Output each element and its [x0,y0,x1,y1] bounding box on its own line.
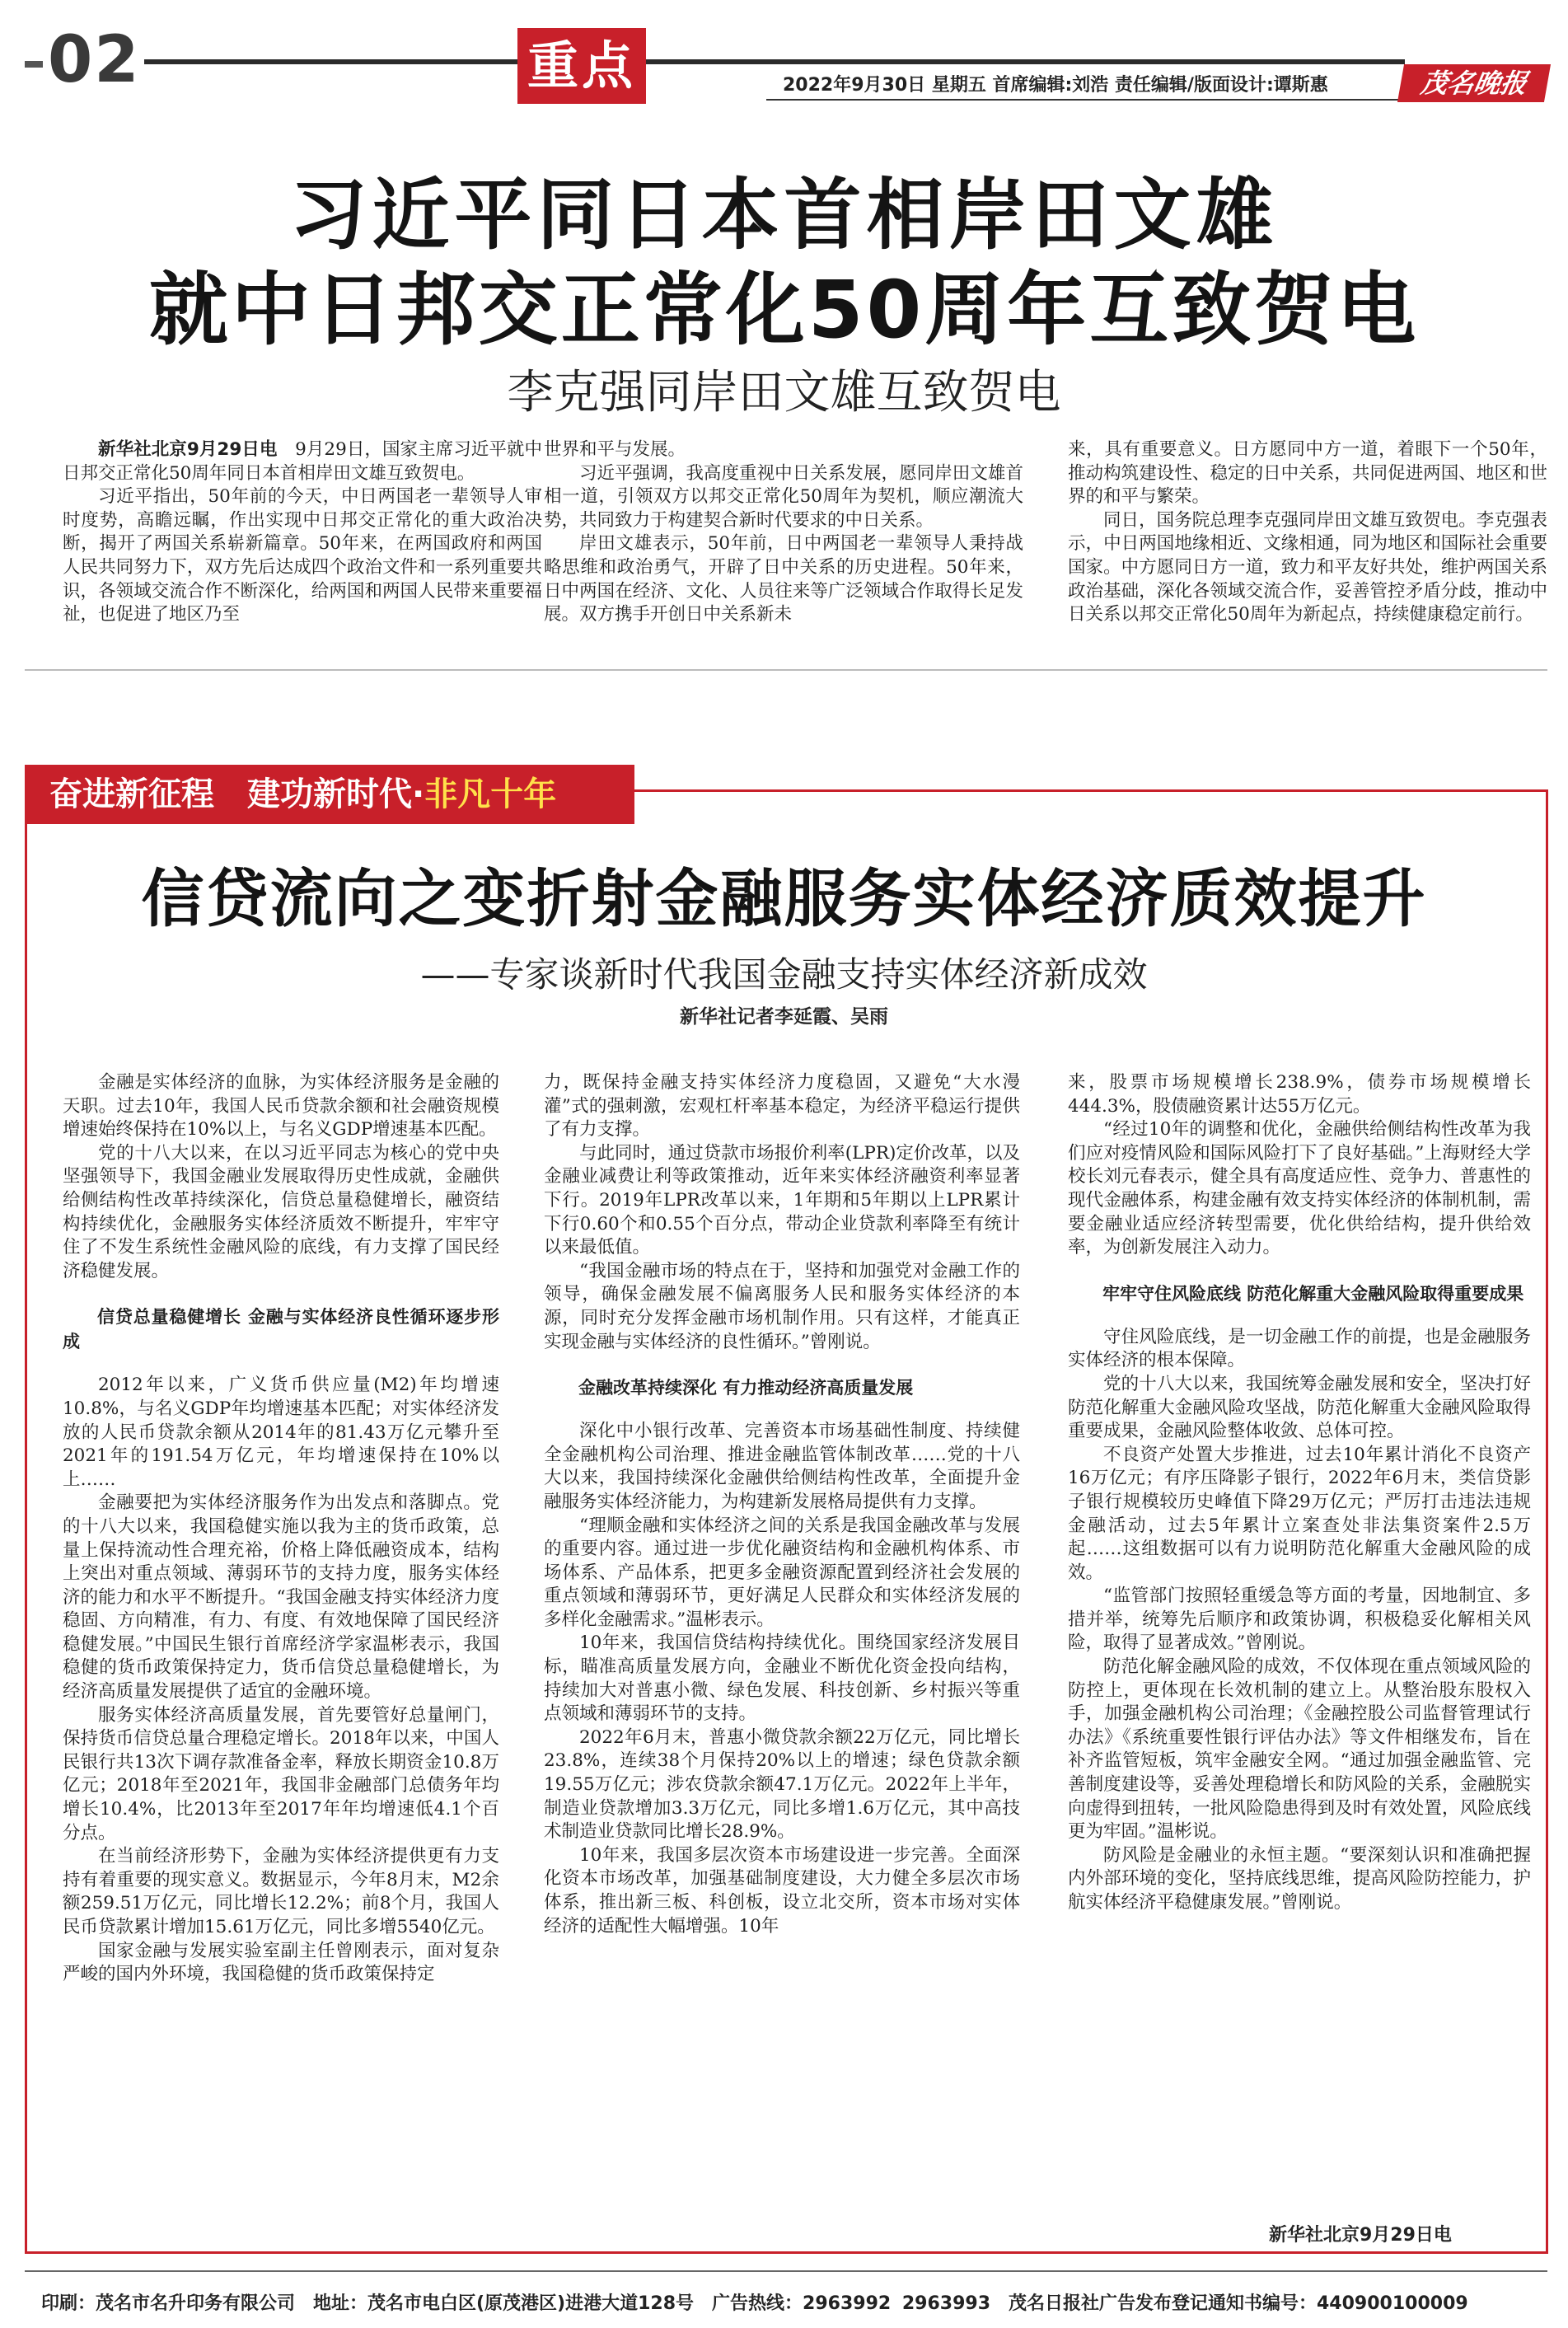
headline-line-1: 习近平同日本首相岸田文雄 [289,171,1279,260]
subheading: 牢牢守住风险底线 防范化解重大金融风险取得重要成果 [1102,1283,1524,1304]
paragraph: “理顺金融和实体经济之间的关系是我国金融改革与发展的重要内容。通过进一步优化融资结构和金融机构体系、市场体系、产品体系，把更多金融资源配置到经济社会发展的重点领域和薄弱环节，更好满足人民群众和实体经济发展的多样化金融需求。”温彬表示。 [544,1515,1020,1630]
series-banner [25,765,634,824]
article2-headline: 信贷流向之变折射金融服务实体经济质效提升 [141,862,1427,935]
paragraph: 服务实体经济高质量发展，首先要管好总量闸门，保持货币信贷总量合理稳定增长。2018年以来，中国人民银行共13次下调存款准备金率，释放长期资金10.8万亿元；2018年至2021年，我国非金融部门总债务年均增长10.4%，比2013年至2017年年均增速低4.1个百分点。 [63,1704,499,1843]
header-rule [144,59,1405,64]
subheading: 金融改革持续深化 有力推动经济高质量发展 [578,1378,914,1398]
article1-column-3 [1068,438,1547,627]
banner-highlight: 非凡十年 [424,775,557,813]
paragraph: “我国金融市场的特点在于，坚持和加强党对金融工作的领导，确保金融发展不偏离服务人民和服务实体经济的本源，同时充分发挥金融市场机制作用。只有这样，才能真正实现金融与实体经济的良性循环。”曾刚说。 [544,1260,1020,1352]
paragraph: 2022年6月末，普惠小微贷款余额22万亿元，同比增长23.8%，连续38个月保持20%以上的增速；绿色贷款余额19.55万亿元；涉农贷款余额47.1万亿元。2022年上半年，制造业贷款增加3.3万亿元，同比多增1.6万亿元，其中高技术制造业贷款同比增长28.9%。 [544,1726,1020,1843]
page-number-dash [25,61,43,68]
paragraph: 2012年以来，广义货币供应量(M2)年均增速10.8%，与名义GDP年均增速基本匹配；对实体经济发放的人民币贷款余额从2014年的81.43万亿元攀升至2021年的191.54万亿元，年均增速保持在10%以上…… [63,1375,499,1490]
issue-info: 2022年9月30日 星期五 首席编辑:刘浩 责任编辑/版面设计:谭斯惠 [783,75,1328,96]
paragraph: 党的十八大以来，我国统筹金融发展和安全，坚决打好防范化解重大金融风险攻坚战，防范化解重大金融风险取得重要成果，金融风险整体收敛、总体可控。 [1068,1373,1531,1442]
banner-text: 奋进新征程 建功新时代· [49,775,425,813]
paragraph: 党的十八大以来，在以习近平同志为核心的党中央坚强领导下，我国金融业发展取得历史性成就，金融供给侧结构性改革持续深化，信贷总量稳健增长，融资结构持续优化，金融服务实体经济质效不断提升，牢牢守住了不发生系统性金融风险的底线，有力支撑了国民经济稳健发展。 [63,1142,499,1281]
paragraph: 同日，国务院总理李克强同岸田文雄互致贺电。李克强表示，中日两国地缘相近、文缘相通，同为地区和国际社会重要国家。中方愿同日方一道，致力和平友好共处，维护两国关系政治基础，深化各领域交流合作，妥善管控矛盾分歧，推动中日关系以邦交正常化50周年为新起点，持续健康稳定前行。 [1068,509,1547,625]
paragraph: 力，既保持金融支持实体经济力度稳固，又避免“大水漫灌”式的强刺激，宏观杠杆率基本稳定，为经济平稳运行提供了有力支撑。 [544,1072,1020,1141]
article2-column-2 [544,1071,1020,1938]
page-number-text: 02 [48,23,141,97]
article1-column-1 [63,438,542,627]
article2-column-3 [1068,1071,1531,1915]
paragraph: 深化中小银行改革、完善资本市场基础性制度、持续健全金融机构公司治理、推进金融监管体制改革……党的十八大以来，我国持续深化金融供给侧结构性改革，全面提升金融服务实体经济能力，为构建新发展格局提供有力支撑。 [544,1421,1020,1512]
headline-subtitle: 李克强同岸田文雄互致贺电 [507,366,1061,419]
newspaper-logo: 茂名晚报 [1397,64,1551,102]
footer-imprint: 印刷：茂名市名升印务有限公司 地址：茂名市电白区(原茂港区)进港大道128号 广告热线：2963992 2963993 茂名日报社广告发布登记通知书编号：440900100009 [41,2293,1468,2314]
footer-rule [25,2270,1547,2272]
byline: 新华社记者李延霞、吴雨 [680,1006,888,1028]
paragraph: 来，具有重要意义。日方愿同中方一道，着眼下一个50年，推动构筑建设性、稳定的日中关系，共同促进两国、地区和世界的和平与繁荣。 [1068,439,1547,508]
paragraph: 不良资产处置大步推进，过去10年累计消化不良资产16万亿元；有序压降影子银行，2022年6月末，类信贷影子银行规模较历史峰值下降29万亿元；严厉打击违法违规金融活动，过去5年累计立案查处非法集资案件2.5万起……这组数据可以有力说明防范化解重大金融风险的成效。 [1068,1444,1531,1583]
paragraph: 守住风险底线，是一切金融工作的前提，也是金融服务实体经济的根本保障。 [1068,1326,1531,1371]
paragraph: 10年来，我国多层次资本市场建设进一步完善。全面深化资本市场改革，加强基础制度建设，大力健全多层次市场体系，推出新三板、科创板，设立北交所，资本市场对实体经济的适配性大幅增强。10年 [544,1844,1020,1937]
article2-subtitle: ——专家谈新时代我国金融支持实体经济新成效 [420,954,1148,995]
paragraph: 防风险是金融业的永恒主题。“要深刻认识和准确把握内外部环境的变化，坚持底线思维，提高风险防控能力，护航实体经济平稳健康发展。”曾刚说。 [1068,1844,1531,1913]
article1-column-2 [544,438,1023,627]
header-subrule [766,99,1401,101]
paragraph: 金融是实体经济的血脉，为实体经济服务是金融的天职。过去10年，我国人民币贷款余额和社会融资规模增速始终保持在10%以上，与名义GDP增速基本匹配。 [63,1072,499,1141]
paragraph: 在当前经济形势下，金融为实体经济提供更有力支持有着重要的现实意义。数据显示，今年8月末，M2余额259.51万亿元，同比增长12.2%；前8个月，我国人民币贷款累计增加15.61万亿元，同比多增5540亿元。 [63,1846,499,1937]
paragraph: 习近平指出，50年前的今天，中日两国老一辈领导人审时度势，高瞻远瞩，作出实现中日邦交正常化的重大政治决断，揭开了两国关系崭新篇章。50年来，在两国政府和两国人民共同努力下，双方先后达成四个政治文件和一系列重要共识，各领域交流合作不断深化，给两国和两国人民带来重要福祉，也促进了地区乃至 [63,486,542,625]
paragraph: 习近平强调，我高度重视中日关系发展，愿同岸田文雄首相一道，引领双方以邦交正常化50周年为契机，顺应潮流大势，共同致力于构建契合新时代要求的中日关系。 [544,462,1023,531]
subheading: 信贷总量稳健增长 金融与实体经济良性循环逐步形成 [63,1307,499,1352]
paragraph: 金融要把为实体经济服务作为出发点和落脚点。党的十八大以来，我国稳健实施以我为主的货币政策，总量上保持流动性合理充裕，价格上降低融资成本，结构上突出对重点领域、薄弱环节的支持力度，服务实体经济的能力和水平不断提升。“我国金融支持实体经济力度稳固、方向精准，有力、有度、有效地保障了国民经济稳健发展。”中国民生银行首席经济学家温彬表示，我国稳健的货币政策保持定力，货币信贷总量稳健增长，为经济高质量发展提供了适宜的金融环境。 [63,1492,499,1703]
paragraph: 防范化解金融风险的成效，不仅体现在重点领域风险的防控上，更体现在长效机制的建立上。从整治股东股权入手，加强金融机构公司治理；《金融控股公司监督管理试行办法》《系统重要性银行评估办法》等文件相继发布，旨在补齐监管短板，筑牢金融安全网。“通过加强金融监管、完善制度建设等，妥善处理稳增长和防风险的关系，金融脱实向虚得到扭转，一批风险隐患得到及时有效处置，风险底线更为牢固。”温彬说。 [1068,1656,1531,1843]
dateline: 新华社北京9月29日电 [98,439,278,460]
frame-bottom-rule [25,2251,1548,2254]
headline-line-2: 就中日邦交正常化50周年互致贺电 [148,264,1420,356]
section-divider [25,669,1547,671]
paragraph: 来，股票市场规模增长238.9%，债券市场规模增长444.3%，股债融资累计达55万亿元。 [1068,1072,1531,1117]
frame-top-rule [634,789,1547,792]
paragraph: 岸田文雄表示，50年前，日中两国老一辈领导人秉持战略思维和政治勇气，开辟了日中关系的历史进程。50年来，日中两国在经济、文化、人员往来等广泛领域合作取得长足发展。双方携手开创日中关系新未 [544,533,1023,625]
article1-lead-paragraph [63,438,542,485]
frame-left-rule [25,824,27,2253]
paragraph: 世界和平与发展。 [544,439,686,460]
paragraph: 国家金融与发展实验室副主任曾刚表示，面对复杂严峻的国内外环境，我国稳健的货币政策保持定 [63,1940,499,1985]
end-dateline: 新华社北京9月29日电 [1269,2225,1452,2246]
section-tag: 重点 [517,28,646,104]
article2-column-1 [63,1071,499,1987]
page-number [25,23,141,97]
paragraph: “监管部门按照轻重缓急等方面的考量，因地制宜、多措并举，统筹先后顺序和政策协调，积极稳妥化解相关风险，取得了显著成效。”曾刚说。 [1068,1586,1531,1654]
paragraph: 与此同时，通过贷款市场报价利率(LPR)定价改革，以及金融业减费让利等政策推动，近年来实体经济融资利率显著下行。2019年LPR改革以来，1年期和5年期以上LPR累计下行0.60个和0.55个百分点，带动企业贷款利率降至有统计以来最低值。 [544,1142,1020,1258]
paragraph: 10年来，我国信贷结构持续优化。围绕国家经济发展目标，瞄准高质量发展方向，金融业不断优化资金投向结构，持续加大对普惠小微、绿色发展、科技创新、乡村振兴等重点领域和薄弱环节的支持。 [544,1632,1020,1725]
paragraph: “经过10年的调整和优化，金融供给侧结构性改革为我们应对疫情风险和国际风险打下了良好基础。”上海财经大学校长刘元春表示，健全具有高度适应性、竞争力、普惠性的现代金融体系，构建金融有效支持实体经济的体制机制，需要金融业适应经济转型需要，优化供给结构，提升供给效率，为创新发展注入动力。 [1068,1119,1531,1258]
paragraph-text: 9月29日，国家主席习近平就中日邦交正常化50周年同日本首相岸田文雄互致贺电。 [63,439,542,484]
